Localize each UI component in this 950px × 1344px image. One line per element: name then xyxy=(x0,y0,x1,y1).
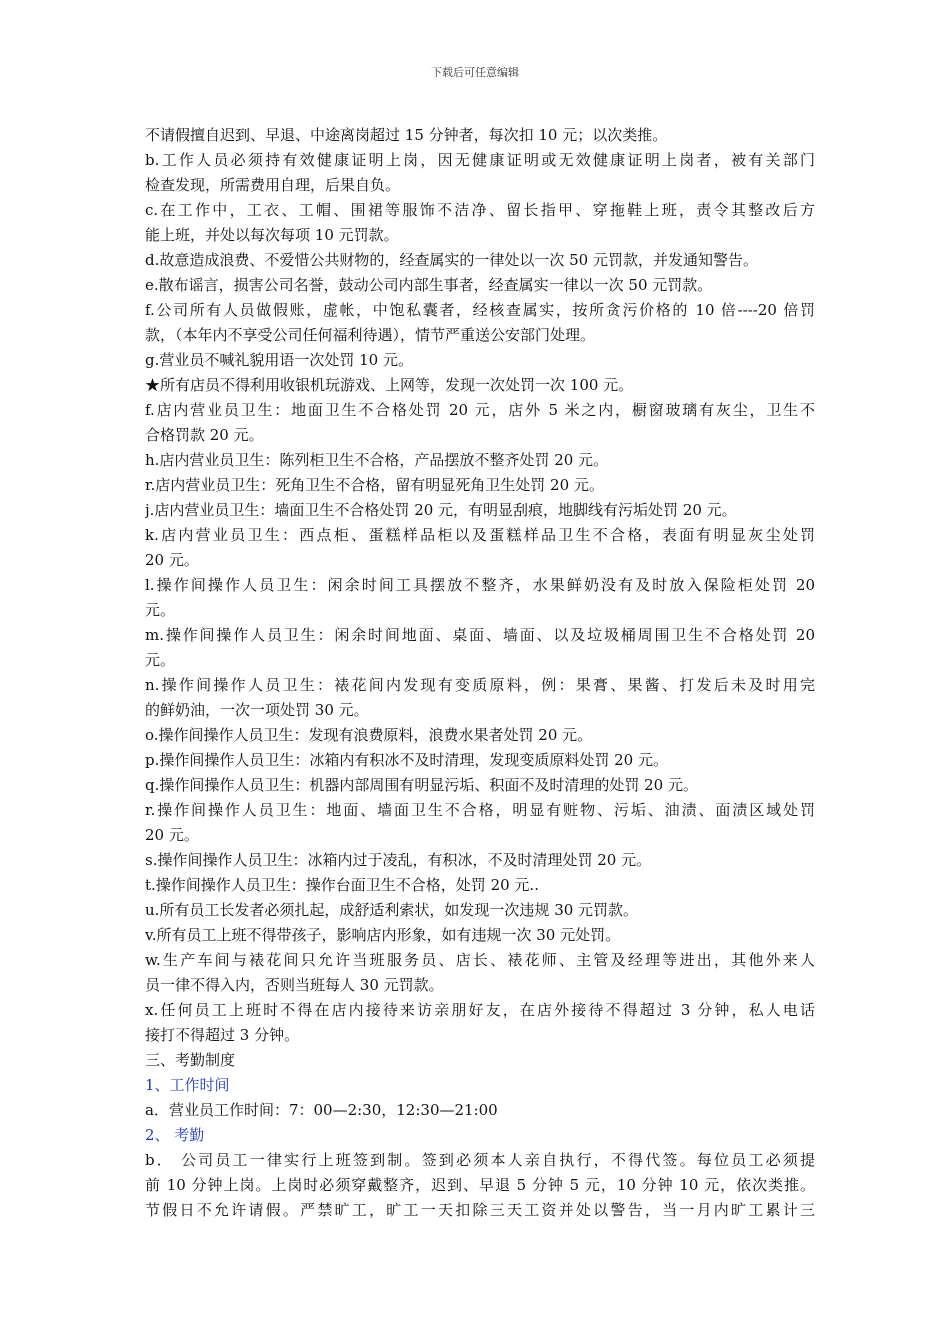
text-line: a．营业员工作时间：7：00—2:30，12:30—21:00 xyxy=(145,1101,498,1119)
text-line: q.操作间操作人员卫生：机器内部周围有明显污垢、积面不及时清理的处罚 20 元。 xyxy=(145,776,698,794)
text-line: u.所有员工长发者必须扎起，成舒适利索状，如发现一次违规 30 元罚款。 xyxy=(145,901,639,919)
text-line: v.所有员工上班不得带孩子，影响店内形象，如有违规一次 30 元处罚。 xyxy=(145,926,621,944)
document-body xyxy=(145,123,815,1223)
text-line: c.在工作中，工衣、工帽、围裙等服饰不洁净、留长指甲、穿拖鞋上班，责令其整改后方 xyxy=(145,201,815,219)
text-line: 20 元。 xyxy=(145,551,199,569)
text-line: 合格罚款 20 元。 xyxy=(145,426,264,444)
text-line: g.营业员不喊礼貌用语一次处罚 10 元。 xyxy=(145,351,413,369)
text-line: 不请假擅自迟到、早退、中途离岗超过 15 分钟者，每次扣 10 元；以次类推。 xyxy=(145,126,668,144)
text-line: x.任何员工上班时不得在店内接待来访亲朋好友，在店外接待不得超过 3 分钟，私人电话 xyxy=(145,1001,815,1019)
text-line: n.操作间操作人员卫生：裱花间内发现有变质原料，例：果膏、果酱、打发后未及时用完 xyxy=(145,676,815,694)
text-line: 接打不得超过 3 分钟。 xyxy=(145,1026,300,1044)
text-line: r.店内营业员卫生：死角卫生不合格，留有明显死角卫生处罚 20 元。 xyxy=(145,476,604,494)
text-line: 节假日不允许请假。严禁旷工，旷工一天扣除三天工资并处以警告，当一月内旷工累计三 xyxy=(145,1201,815,1219)
text-line: p.操作间操作人员卫生：冰箱内有积冰不及时清理，发现变质原料处罚 20 元。 xyxy=(145,751,668,769)
text-line: 20 元。 xyxy=(145,826,199,844)
text-line: 能上班，并处以每次每项 10 元罚款。 xyxy=(145,226,399,244)
text-line: 款，（本年内不享受公司任何福利待遇），情节严重送公安部门处理。 xyxy=(145,326,596,344)
text-line: k.店内营业员卫生：西点柜、蛋糕样品柜以及蛋糕样品卫生不合格，表面有明显灰尘处罚 xyxy=(145,526,815,544)
text-line: r.操作间操作人员卫生：地面、墙面卫生不合格，明显有赃物、污垢、油渍、面渍区域处罚 xyxy=(145,801,815,819)
text-line: f.店内营业员卫生：地面卫生不合格处罚 20 元，店外 5 米之内，橱窗玻璃有灰尘，卫生不 xyxy=(145,401,815,419)
text-line: 检查发现，所需费用自理，后果自负。 xyxy=(145,176,401,194)
text-line: s.操作间操作人员卫生：冰箱内过于凌乱，有积冰，不及时清理处罚 20 元。 xyxy=(145,851,652,869)
text-line: 三、考勤制度 xyxy=(145,1051,236,1069)
text-line: 2、 考勤 xyxy=(145,1126,205,1144)
text-line: b.工作人员必须持有效健康证明上岗，因无健康证明或无效健康证明上岗者，被有关部门 xyxy=(145,151,815,169)
text-line: 的鲜奶油，一次一项处罚 30 元。 xyxy=(145,701,369,719)
page-header: 下载后可任意编辑 xyxy=(431,66,519,79)
text-line: 员一律不得入内，否则当班每人 30 元罚款。 xyxy=(145,976,444,994)
text-line: o.操作间操作人员卫生：发现有浪费原料，浪费水果者处罚 20 元。 xyxy=(145,726,593,744)
text-line: e.散布谣言，损害公司名誉，鼓动公司内部生事者，经查属实一律以一次 50 元罚款。 xyxy=(145,276,713,294)
text-line: w.生产车间与裱花间只允许当班服务员、店长、裱花师、主管及经理等进出，其他外来人 xyxy=(145,951,815,969)
text-line: l.操作间操作人员卫生：闲余时间工具摆放不整齐，水果鲜奶没有及时放入保险柜处罚 20 xyxy=(145,576,815,594)
text-line: 元。 xyxy=(145,601,176,619)
text-line: 1、工作时间 xyxy=(145,1076,230,1094)
text-line: b． 公司员工一律实行上班签到制。签到必须本人亲自执行，不得代签。每位员工必须提 xyxy=(145,1151,815,1169)
text-line: t.操作间操作人员卫生：操作台面卫生不合格，处罚 20 元.. xyxy=(145,876,539,894)
text-line: f.公司所有人员做假账，虚帐，中饱私囊者，经核查属实，按所贪污价格的 10 倍----20 倍罚 xyxy=(145,301,815,319)
text-line: 前 10 分钟上岗。上岗时必须穿戴整齐，迟到、早退 5 分钟 5 元，10 分钟 10 元，依次类推。 xyxy=(145,1176,815,1194)
text-line: m.操作间操作人员卫生：闲余时间地面、桌面、墙面、以及垃圾桶周围卫生不合格处罚 20 xyxy=(145,626,815,644)
text-line: h.店内营业员卫生：陈列柜卫生不合格，产品摆放不整齐处罚 20 元。 xyxy=(145,451,609,469)
text-line: 元。 xyxy=(145,651,176,669)
text-line: d.故意造成浪费、不爱惜公共财物的，经查属实的一律处以一次 50 元罚款，并发通知警告。 xyxy=(145,251,758,269)
text-line: ★所有店员不得利用收银机玩游戏、上网等，发现一次处罚一次 100 元。 xyxy=(145,376,634,394)
text-line: j.店内营业员卫生：墙面卫生不合格处罚 20 元，有明显刮痕，地脚线有污垢处罚 20 元。 xyxy=(145,501,737,519)
